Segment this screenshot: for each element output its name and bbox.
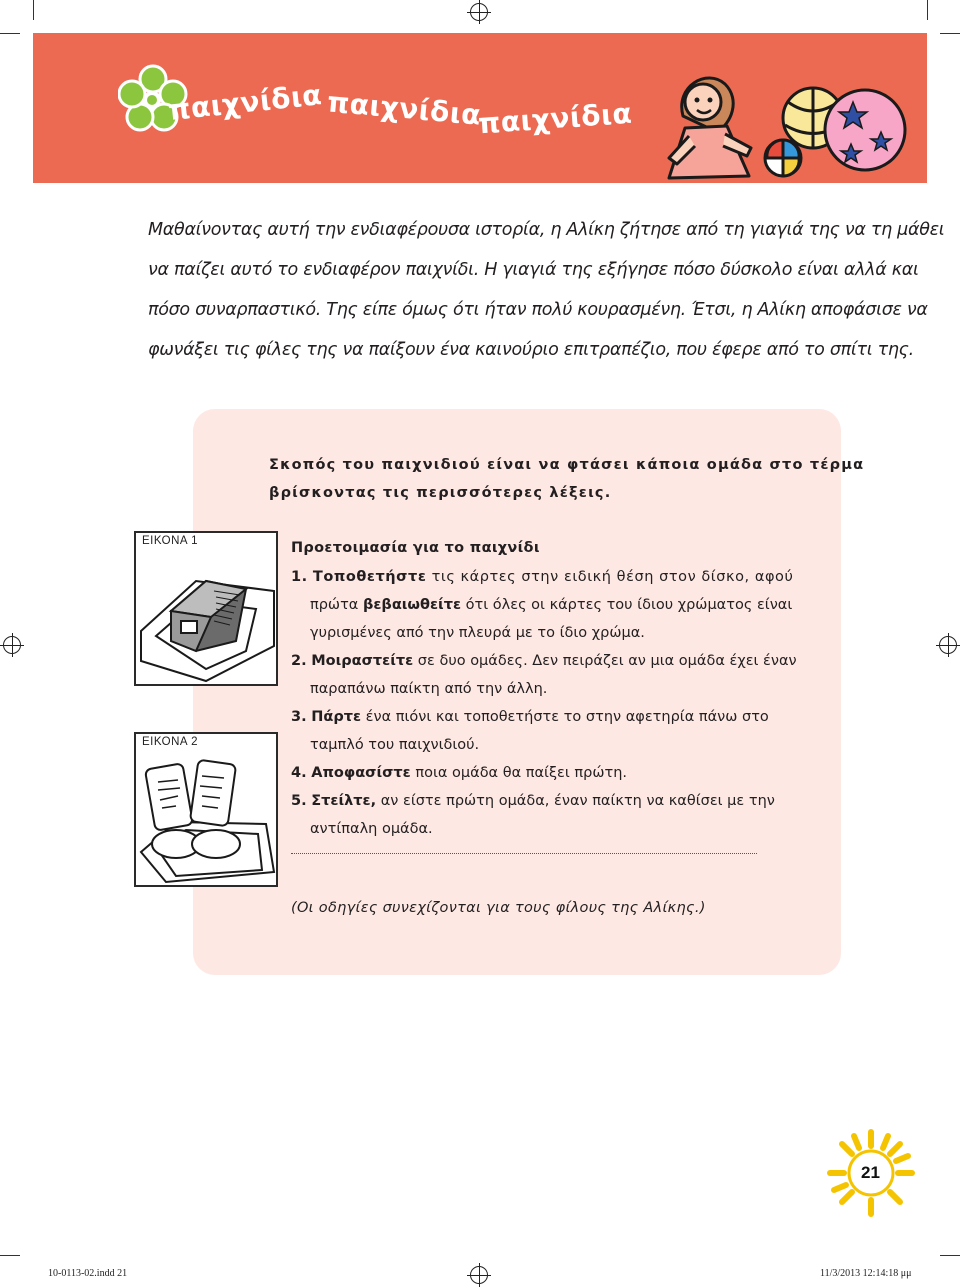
step-verb: Τοποθετήστε bbox=[312, 569, 427, 585]
step-1-continued: πρώτα βεβαιωθείτε ότι όλες οι κάρτες του ίδιου χρώματος είναι bbox=[310, 597, 793, 613]
step-verb: Πάρτε bbox=[311, 709, 362, 725]
figure-1 bbox=[134, 531, 278, 686]
crop-mark bbox=[0, 33, 20, 34]
page-number: 21 bbox=[861, 1163, 880, 1182]
intro-line: να παίζει αυτό το ενδιαφέρον παιχνίδι. Η γιαγιά της εξήγησε πόσο δύσκολο είναι αλλά και bbox=[148, 260, 919, 280]
step-number: 5. bbox=[291, 793, 307, 809]
header-word-3: παιχνίδια bbox=[477, 96, 634, 141]
dotted-divider bbox=[291, 853, 757, 854]
print-slug-right: 11/3/2013 12:14:18 μμ bbox=[820, 1268, 912, 1279]
step-5 bbox=[291, 787, 775, 815]
doll-illustration bbox=[655, 66, 775, 186]
step-number: 3. bbox=[291, 709, 307, 725]
step-verb: Αποφασίστε bbox=[311, 765, 411, 781]
step-text: αν είστε πρώτη ομάδα, έναν παίκτη να καθίσει με την bbox=[376, 793, 775, 809]
crop-mark bbox=[33, 0, 34, 20]
step-5-continued: αντίπαλη ομάδα. bbox=[310, 821, 433, 837]
step-text: σε δυο ομάδες. Δεν πειράζει αν μια ομάδα έχει έναν bbox=[413, 653, 797, 669]
continue-note: (Οι οδηγίες συνεχίζονται για τους φίλους της Αλίκης.) bbox=[291, 900, 706, 916]
steps-list bbox=[291, 563, 797, 843]
crop-mark bbox=[940, 1255, 960, 1256]
crop-mark bbox=[0, 1255, 20, 1256]
header-word-2: παιχνίδια bbox=[325, 85, 483, 132]
registration-mark-bottom bbox=[470, 1266, 488, 1284]
crop-mark bbox=[940, 33, 960, 34]
print-slug-left: 10-0113-02.indd 21 bbox=[48, 1268, 128, 1279]
step-text: ποια ομάδα θα παίξει πρώτη. bbox=[410, 765, 628, 781]
step-2-continued: παραπάνω παίκτη από την άλλη. bbox=[310, 681, 548, 697]
step-text: τις κάρτες στην ειδική θέση στον δίσκο, αφού bbox=[426, 569, 794, 585]
step-number: 2. bbox=[291, 653, 307, 669]
crop-mark bbox=[927, 0, 928, 20]
preparation-title: Προετοιμασία για το παιχνίδι bbox=[291, 540, 540, 556]
intro-paragraph bbox=[148, 210, 945, 370]
card-tray-drawing bbox=[136, 551, 276, 684]
cards-drawing bbox=[136, 752, 276, 885]
step-3 bbox=[291, 703, 771, 731]
step-number: 4. bbox=[291, 765, 307, 781]
intro-line: Μαθαίνοντας αυτή την ενδιαφέρουσα ιστορία, η Αλίκη ζήτησε από τη γιαγιά της να τη μάθει bbox=[148, 220, 945, 240]
balls-illustration bbox=[763, 80, 913, 190]
step-1-continued: γυρισμένες από την πλευρά με το ίδιο χρώμα. bbox=[310, 625, 645, 641]
goal-line: Σκοπός του παιχνιδιού είναι να φτάσει κάποια ομάδα στο τέρμα bbox=[269, 457, 865, 473]
step-4 bbox=[291, 759, 771, 787]
registration-mark-right bbox=[939, 636, 957, 654]
header-word-1: παιχνίδια bbox=[166, 78, 324, 127]
figure-label: ΕΙΚΟΝΑ 1 bbox=[142, 535, 199, 547]
game-goal bbox=[269, 451, 865, 507]
figure-label: ΕΙΚΟΝΑ 2 bbox=[142, 736, 199, 748]
step-verb: Στείλτε, bbox=[311, 793, 377, 809]
step-1 bbox=[291, 563, 794, 591]
step-3-continued: ταμπλό του παιχνιδιού. bbox=[310, 737, 480, 753]
intro-line: φωνάξει τις φίλες της να παίξουν ένα καινούριο επιτραπέζιο, που έφερε από το σπίτι της. bbox=[148, 340, 914, 360]
step-text: ένα πιόνι και τοποθετήστε το στην αφετηρία πάνω στο bbox=[361, 709, 769, 725]
step-verb: Μοιραστείτε bbox=[311, 653, 414, 669]
step-number: 1. bbox=[291, 569, 308, 585]
step-2 bbox=[291, 647, 797, 675]
step-emphasis: βεβαιωθείτε bbox=[362, 597, 462, 613]
registration-mark-top bbox=[470, 3, 488, 21]
goal-line: βρίσκοντας τις περισσότερες λέξεις. bbox=[269, 485, 612, 501]
registration-mark-left bbox=[3, 636, 21, 654]
figure-2 bbox=[134, 732, 278, 887]
intro-line: πόσο συναρπαστικό. Της είπε όμως ότι ήταν πολύ κουρασμένη. Έτσι, η Αλίκη αποφάσισε να bbox=[148, 300, 928, 320]
